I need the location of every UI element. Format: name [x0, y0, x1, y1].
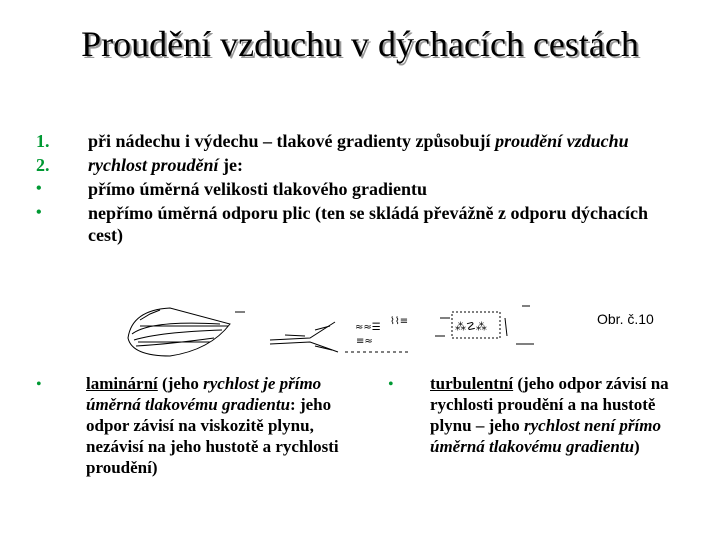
- turbulent-description: [430, 373, 680, 457]
- svg-text:⌇⌇≡: ⌇⌇≡: [390, 316, 409, 327]
- list-item: [36, 178, 676, 200]
- list-marker: 2.: [36, 155, 50, 175]
- list-text: při nádechu i výdechu – tlakové gradienty způsobují: [88, 131, 496, 151]
- turbulent-flow-drawing: [452, 306, 534, 344]
- laminar-flow-drawing: [128, 308, 245, 356]
- laminar-text: (jeho: [157, 374, 204, 393]
- turbulent-text-end: ): [634, 437, 640, 456]
- column-bullet: •: [388, 376, 394, 393]
- slide-title: Proudění vzduchu v dýchacích cestách: [81, 24, 639, 64]
- list-item: [36, 130, 676, 152]
- laminar-text-end: : jeho odpor závisí na viskozitě plynu, nezávisí na jeho hustotě a rychlosti proudění): [86, 395, 339, 477]
- laminar-description: [86, 373, 356, 478]
- list-item: [36, 202, 676, 246]
- list-text-italic: proudění vzduchu: [495, 131, 629, 151]
- main-list: [36, 130, 676, 248]
- airflow-figure: [110, 300, 680, 360]
- laminar-text-italic: rychlost je přímo úměrná tlakovému gradientu: [86, 374, 322, 414]
- list-text: nepřímo úměrná odporu plic (ten se skládá převážně z odporu dýchacích cest): [88, 203, 649, 245]
- list-marker: 1.: [36, 131, 50, 151]
- svg-text:≈≈☰: ≈≈☰: [355, 322, 381, 333]
- branching-flow-drawing: [270, 316, 450, 352]
- list-text: přímo úměrná velikosti tlakového gradientu: [88, 179, 428, 199]
- column-bullet: •: [36, 376, 42, 393]
- turbulent-term: turbulentní: [430, 374, 514, 393]
- turbulent-text: (jeho odpor závisí na rychlosti proudění a na hustotě plynu – jeho: [430, 374, 669, 435]
- list-bullet: •: [36, 204, 42, 221]
- svg-text:≡≈: ≡≈: [356, 336, 373, 347]
- list-bullet: •: [36, 180, 42, 197]
- figure-caption: Obr. č.10: [597, 311, 654, 327]
- list-text-italic: rychlost proudění: [88, 155, 219, 175]
- list-item: [36, 154, 676, 176]
- laminar-term: laminární: [86, 374, 158, 393]
- list-text: je:: [218, 155, 244, 175]
- svg-text:⁂☡⁂: ⁂☡⁂: [455, 320, 487, 333]
- turbulent-text-italic: rychlost není přímo úměrná tlakovému gradientu: [430, 416, 661, 456]
